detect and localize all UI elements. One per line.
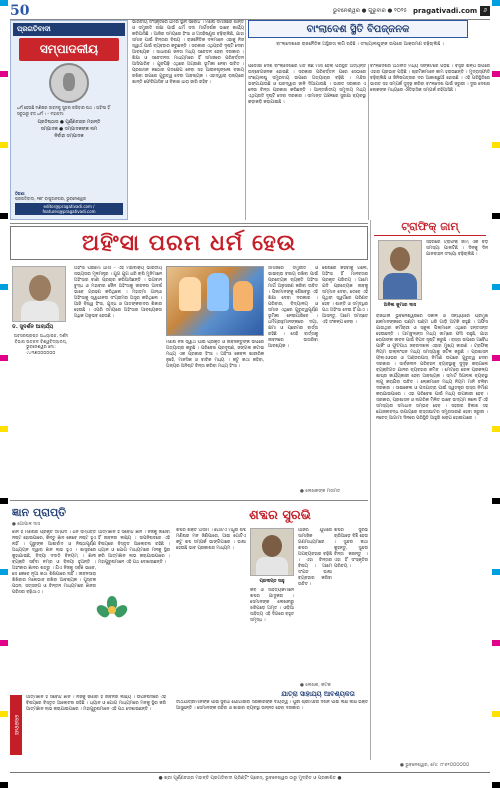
- registration-strip-left: [0, 0, 8, 788]
- main-article-byline: ● ଲେଖକଙ୍କ ମତାମତ: [300, 489, 341, 494]
- traffic-intro: ସହରରେ ଟ୍ରାଫିକ୍ ଜାମ୍ ଏକ ବଡ଼ ସମସ୍ୟା ପାଲଟିଛି । ଦିନକୁ ଦିନ ଯାନବାହନ ସଂଖ୍ୟା ବଢ଼ିଚାଲିଛି ।: [426, 240, 488, 257]
- anniversary-logo: 50: [10, 3, 30, 19]
- side-section-label: ଲୋକବାଣୀ: [10, 695, 22, 755]
- jnana-body: ଜ୍ଞାନ ହିଁ ମଣିଷର ପ୍ରକୃତ ସମ୍ପଦ । ଧନ ସମ୍ପତ୍ତି ନଷ୍ଟ ହୋଇପାରେ, କିନ୍ତୁ ଜ୍ଞାନ କେବେ ନଷ୍ଟ ହୁଏ ନାହିଁ । ଗୁରୁଙ୍କ ଆଶୀର୍ବାଦ ଓ ନିଷ୍ଠାପୂର୍ଣ୍ଣ ଅଧ୍ୟୟନ ଦ୍ୱାରା ଜ୍ଞାନ ଲାଭ ହୁଏ । ଶାସ୍ତ୍ରରେ କୁହାଯାଇଛି, ବିଦ୍ୟା ଦଦାତି ବିନୟମ୍ । ଜ୍ଞାନୀ ବ୍ୟକ୍ତି ସର୍ବଦା ନମ୍ର ଓ ବିନୟୀ ହୁଅନ୍ତି । ଅହଂକାର ଜ୍ଞାନର ଶତ୍ରୁ । ଯିଏ ନିଜକୁ ସର୍ବଜ୍ଞ ଭାବେ, ସେ କେବେ ନୂଆ କଥା ଶିଖିପାରେ ନାହିଁ । ଜୀବନସାରା ଶିଖିବାର ମନୋଭାବ ରଖିବା ଆବଶ୍ୟକ । ପୁସ୍ତକ ପଠନ, ସତ୍ସଙ୍ଗ ଓ ଚିନ୍ତନ ମାଧ୍ୟମରେ ଜ୍ଞାନର ପରିସର ବଢ଼ିଥାଏ ।: [12, 530, 96, 595]
- staff-founder: ପ୍ରତିଷ୍ଠାତା ● ପୂର୍ଣ୍ଣଚନ୍ଦ୍ର ମହାନ୍ତି: [37, 120, 101, 125]
- shabda-column-1: ଶବ୍ଦର ଶକ୍ତି ଅସୀମ । ଗୋଟିଏ ମଧୁର ଶବ୍ଦ ମଣିଷର ମନ ଜିଣିପାରେ, ଆଉ ଗୋଟିଏ କଟୁ ଶବ୍ଦ ସମ୍ପର୍କ ଭାଙ୍ଗିପାରେ । ଭାଷା ହେଉଛି ଭାବ ପ୍ରକାଶର ମାଧ୍ୟମ ।: [176, 528, 246, 551]
- author-name: ଡ. ସୁଦର୍ଶନ ଆଚାର୍ଯ୍ୟ: [12, 324, 54, 330]
- traffic-byline: ● ଭୁବନେଶ୍ୱର, ମୋ: ୯୮୬୧୦୦୦୦୦୦: [400, 763, 470, 768]
- bangladesh-column-1: ପଡୋଶୀ ଦେଶ ବାଂଲାଦେଶରେ ଗତ କିଛି ମାସ ହେଲା ପରିସ୍ଥିତି ଅତ୍ୟନ୍ତ ଉଦ୍‌ବେଗଜନକ ହୋଇଛି । ସରକାର ପରିବର୍ତ୍ତନ ପରେ ସେଠାରେ ସଂଖ୍ୟାଲଘୁ ସମ୍ପ୍ରଦାୟ ଉପରେ ଅତ୍ୟାଚାର ବଢ଼ିଛି । ମନ୍ଦିର ଭଙ୍ଗାଯାଉଛି ଓ ଘରଦ୍ୱାର ଜାଳି ଦିଆଯାଉଛି । ଭାରତ ସରକାର ଏ ନେଇ ଚିନ୍ତା ପ୍ରକାଶ କରିଛନ୍ତି । ଆନ୍ତର୍ଜାତୀୟ ସମୁଦାୟ ମଧ୍ୟ ଏଥିପ୍ରତି ଦୃଷ୍ଟି ଦେବା ଦରକାର । ସୀମାନ୍ତ ଅଞ୍ଚଳରେ ସୁରକ୍ଷା ବ୍ୟବସ୍ଥା କଡ଼ାକଡ଼ି କରାଯାଇଛି ।: [248, 64, 366, 105]
- editorial-footer: [11, 191, 127, 215]
- shabda-column-3: ଆଜିର ଯୁଗରେ ସାମାଜିକ ଗଣମାଧ୍ୟମରେ ଶବ୍ଦର ଅପବ୍ୟବହାର ବଢ଼ିଛି । ଏହା ଚିନ୍ତାର ବିଷୟ । ଆମେ ସଂଯତ ଭାଷା ବ୍ୟବହାର କରିବା ଉଚିତ ।: [298, 528, 332, 587]
- main-headline: ଅହିଂସା ପରମ ଧର୍ମ ହେଉ: [10, 226, 368, 260]
- staff-exec-editor: ନିର୍ବାହୀ ସମ୍ପାଦକ: [54, 134, 84, 139]
- website-link[interactable]: pragativadi.com: [412, 7, 478, 15]
- masthead: [10, 3, 490, 19]
- author-box: [12, 266, 70, 486]
- paper-brand: ପ୍ରଗତିବାଦୀ: [13, 23, 125, 36]
- section-rule: [10, 500, 368, 501]
- shabda-column-4: ଶବ୍ଦର ସୁରଭି ଚାରିଆଡ଼େ ବିଞ୍ଚି ହେଉ । ସୁନ୍ଦର କଥା କୁହନ୍ତୁ, ସୁନ୍ଦର ଚିନ୍ତା କରନ୍ତୁ । ଏହା ହିଁ ସଂସ୍କୃତିର ପରିଚୟ ।: [334, 528, 368, 569]
- email-contact[interactable]: editor@pragativadi.com / features@pragativadi.com: [15, 203, 123, 215]
- column-divider: [370, 220, 371, 760]
- traffic-headline: ଟ୍ରାଫିକ୍ ଜାମ୍: [374, 218, 486, 236]
- editorial-box: [10, 20, 128, 220]
- traffic-author-photo: [378, 240, 422, 300]
- shabda-author-photo: [250, 528, 294, 576]
- shabda-byline: ● ଲେଖକ, କଟକ: [300, 683, 331, 688]
- author-photo: [12, 266, 66, 322]
- main-article-column-4: ଶେଷରେ କହିବାକୁ ଗଲେ, ଅହିଂସା ହିଁ ମାନବତାର ପ୍ରକୃତ ପରିଚୟ । ଆମେ ଯଦି ପ୍ରତ୍ୟେକ ଜୀବକୁ ସମ୍ମାନ ଦେବା, ତେବେ ଏହି ପୃଥିବୀ ସ୍ୱର୍ଗରେ ପରିଣତ ହେବ । ଶାନ୍ତି ଓ ସମୃଦ୍ଧିର ପଥ ଅହିଂସା ଦେଇ ହିଁ ଯାଏ । ଆସନ୍ତୁ, ଆମେ ସମସ୍ତେ ଏହି ସଂକଳ୍ପ ନେବା ।: [322, 266, 368, 325]
- address-label: ଠିକଣା: [15, 191, 25, 196]
- main-article-column-2: ମଣିଷ ନିଜ ସ୍ୱାର୍ଥ ପାଇଁ ପ୍ରକୃତି ଓ ଜୀବଜନ୍ତୁଙ୍କ ଉପରେ ଅତ୍ୟାଚାର କରୁଛି । ପରିବେଶ ପ୍ରଦୂଷଣ, ଜଙ୍ଗଲ କଟାଇ ମଧ୍ୟ ଏକ ପ୍ରକାର ହିଂସା । ଅହିଂସା କେବଳ ଶାରୀରିକ ନୁହେଁ, ମାନସିକ ଓ ବାଚିକ ମଧ୍ୟ । କଟୁ କଥା କହିବା, ଅନ୍ୟର ଅନିଷ୍ଟ ଚିନ୍ତା କରିବା ମଧ୍ୟ ହିଂସା ।: [166, 340, 264, 369]
- staff-editor: ସମ୍ପାଦକ ● ସମ୍ପାଦକଙ୍କ ନାମ: [40, 127, 98, 132]
- bangladesh-headline: ବାଂଲାଦେଶ ସ୍ଥିତି ବିପଜ୍ଜନକ: [248, 20, 468, 38]
- address-text: ପ୍ରଗତିବାଦୀ, ୧୭୮ ବାପୁଜୀନଗର, ଭୁବନେଶ୍ୱର: [15, 196, 86, 201]
- jnana-column-2: ଆତ୍ମଜ୍ଞାନ ହିଁ ସର୍ବୋଚ୍ଚ ଜ୍ଞାନ । ନିଜକୁ ଜାଣିବା ହିଁ ଜୀବନର ଲକ୍ଷ୍ୟ । ଉପନିଷଦରେ ଏହି ବିଷୟରେ ବିସ୍ତୃତ ଆଲୋଚନା ରହିଛି । ଧ୍ୟାନ ଓ ଯୋଗ ମାଧ୍ୟମରେ ମନକୁ ସ୍ଥିର କରି ଆତ୍ମଜ୍ଞାନ ଲାଭ କରାଯାଇପାରେ । ମହାପୁରୁଷମାନେ ଏହି ପଥ ଦେଖାଇଛନ୍ତି ।: [98, 530, 170, 565]
- section-rule: [10, 223, 368, 224]
- yatra-headline: ଯାତ୍ରା ସାହାଯ୍ୟ ଆବଶ୍ୟକତା: [281, 690, 355, 698]
- page-number: ୬: [480, 6, 490, 16]
- column-divider: [245, 20, 246, 220]
- staff-list: [17, 119, 121, 140]
- column-divider: [368, 64, 369, 220]
- bangladesh-subhead: ବାଂଲାଦେଶରେ ରାଜନୈତିକ ଅସ୍ଥିରତା ଲାଗି ରହିଛି । ସଂଖ୍ୟାଲଘୁଙ୍କ ଉପରେ ଆକ୍ରମଣ ବଢ଼ିଚାଲିଛି ।: [276, 42, 444, 47]
- printer-line: ● ଶ୍ରୀ ପୂର୍ଣ୍ଣଚନ୍ଦ୍ର ମହାନ୍ତି ପ୍ରଗତିବାଦୀ ପ୍ରିଣ୍ଟିଂ ପ୍ରେସ୍, ଭୁବନେଶ୍ୱର ଠାରୁ ମୁଦ୍ରିତ ଓ ପ୍ରକାଶିତ ●: [10, 772, 490, 782]
- gandhi-portrait: [49, 63, 89, 103]
- yatra-body: ତୀର୍ଥଯାତ୍ରୀମାନଙ୍କ ପାଇଁ ସୁବିଧା ଯୋଗାଇବା ସରକାରଙ୍କ ଦାୟିତ୍ୱ । ପୁରୀ ଶ୍ରୀମନ୍ଦିର ଦର୍ଶନ ପାଇଁ ଲକ୍ଷ ଲକ୍ଷ ଭକ୍ତ ଆସୁଛନ୍ତି । ସେମାନଙ୍କ ରହିବା ଓ ଖାଇବା ବ୍ୟବସ୍ଥା ଉନ୍ନତ ହେବା ଦରକାର ।: [176, 700, 368, 711]
- shabda-headline: ଶବ୍ଦର ସୁରଭି: [249, 507, 311, 523]
- main-article-column-1: ଅହିଂସା ପରମୋ ଧର୍ମଃ – ଏହି ମହାବାକ୍ୟ ଭାରତୀୟ ସଭ୍ୟତାର ମୂଳମନ୍ତ୍ର । ଯୁଗ ଯୁଗ ଧରି ଋଷି ମୁନିମାନେ ଅହିଂସାର ବାଣୀ ପ୍ରଚାର କରିଆସିଛନ୍ତି । ଭଗବାନ ବୁଦ୍ଧ ଓ ମହାବୀର ଜୈନ ଅହିଂସାକୁ ଜୀବନର ଆଦର୍ଶ ଭାବେ ଗ୍ରହଣ କରିଥିଲେ । ମହାତ୍ମା ଗାନ୍ଧୀ ଅହିଂସାକୁ ସ୍ୱାଧୀନତା ସଂଗ୍ରାମର ଅସ୍ତ୍ର କରିଥିଲେ । ଆଜି ବିଶ୍ୱ ହିଂସା, ଯୁଦ୍ଧ ଓ ଆତଙ୍କବାଦର ଶିକାର ହେଉଛି । ଏପରି ସମୟରେ ଅହିଂସାର ଆବଶ୍ୟକତା ଅଧିକ ଅନୁଭବ ହେଉଛି ।: [74, 266, 162, 319]
- main-article-column-3: ସମାଜରେ ସମ୍ପ୍ରୀତି ଓ ଭାଇଚାରା ବଜାୟ ରଖିବା ପାଇଁ ପ୍ରତ୍ୟେକ ବ୍ୟକ୍ତି ଅହିଂସା ମାର୍ଗ ଅନୁସରଣ କରିବା ଉଚିତ । ପିଲାମାନଙ୍କୁ ଶୈଶବରୁ ଏହି ଶିକ୍ଷା ଦେବା ଦରକାର । ପରିବାର, ବିଦ୍ୟାଳୟ ଓ ସମାଜ ଏଥିରେ ଗୁରୁତ୍ୱପୂର୍ଣ୍ଣ ଭୂମିକା ନେଇପାରିବେ । ଧର୍ମଗ୍ରନ୍ଥମାନଙ୍କରେ ଦୟା, କ୍ଷମା ଓ ପ୍ରେମର ବାର୍ତ୍ତା ରହିଛି । ସେହି ବାର୍ତ୍ତାକୁ ଜୀବନରେ ଉତାରିବା ଆବଶ୍ୟକ ।: [268, 266, 318, 349]
- editorial-quote: ଧର୍ମ ହେଉଛି ମଣିଷର ଜୀବନକୁ ସୁନ୍ଦର କରିବାର ପଥ । ଅହିଂସା ହିଁ ସବୁଠାରୁ ବଡ ଧର୍ମ । – ମହାତ୍ମା: [17, 105, 110, 116]
- jnana-headline: ଜ୍ଞାନ ପ୍ରାପ୍ତି: [12, 506, 67, 519]
- author-bio: ଅବସରପ୍ରାପ୍ତ ଅଧ୍ୟାପକ, ଦର୍ଶନ ବିଭାଗ ଉତ୍କଳ ବିଶ୍ୱବିଦ୍ୟାଳୟ, ଭୁବନେଶ୍ୱର ମୋ: ୯୪୩୭୦୦୦୦୦୦: [13, 333, 69, 355]
- issue-date: ଭୁବନେଶ୍ୱର ● ଗୁରୁବାର ● ୨୦୨୫: [332, 7, 407, 14]
- shabda-author-name: ପ୍ରଦୀପ୍ତ ସାହୁ: [259, 579, 285, 584]
- lotus-icon: [98, 596, 126, 624]
- bangladesh-column-2: ବାଂଲାଦେଶର ଅର୍ଥନୀତି ମଧ୍ୟ ସଙ୍କଟରେ ପଡ଼ିଛି । ବସ୍ତ୍ର ଶିଳ୍ପ ଉପରେ ଏହାର ପ୍ରଭାବ ପଡ଼ିଛି । ଶ୍ରମିକମାନେ କାମ ହରାଉଛନ୍ତି । ମୁଦ୍ରାସ୍ଫୀତି ବଢ଼ିଚାଲିଛି ଓ ଜିନିଷପତ୍ରର ଦର ଆକାଶଛୁଆଁ ହୋଇଛି । ଏହି ପରିସ୍ଥିତିରେ ଭାରତ ସହ ସମ୍ପର୍କ ସୁଦୃଢ଼ କରିବା ବାଂଲାଦେଶ ପାଇଁ ଜରୁରୀ । ଦୁଇ ଦେଶର ଲୋକଙ୍କ ମଧ୍ୟରେ ଐତିହାସିକ ସମ୍ପର୍କ ରହିଆସିଛି ।: [370, 64, 490, 93]
- editorial-title: ସମ୍ପାଦକୀୟ: [19, 38, 119, 61]
- shabda-column-2: କବି ଓ ସାହିତ୍ୟିକମାନେ ଶବ୍ଦର ଯାଦୁକର । ସେମାନଙ୍କ ଲେଖନୀରୁ ଝରିପଡ଼େ ଅମୃତ । ଓଡ଼ିଆ ସାହିତ୍ୟ ଏହି ଦିଗରେ ବହୁତ ସମୃଦ୍ଧ ।: [250, 588, 294, 623]
- registration-strip-right: [492, 0, 500, 788]
- hands-illustration: [166, 266, 264, 336]
- jnana-byline: ● ଗୋପାଳ ଦାସ: [12, 522, 41, 527]
- jnana-continued: ଆତ୍ମଜ୍ଞାନ ହିଁ ସର୍ବୋଚ୍ଚ ଜ୍ଞାନ । ନିଜକୁ ଜାଣିବା ହିଁ ଜୀବନର ଲକ୍ଷ୍ୟ । ଉପନିଷଦରେ ଏହି ବିଷୟରେ ବିସ୍ତୃତ ଆଲୋଚନା ରହିଛି । ଧ୍ୟାନ ଓ ଯୋଗ ମାଧ୍ୟମରେ ମନକୁ ସ୍ଥିର କରି ଆତ୍ମଜ୍ଞାନ ଲାଭ କରାଯାଇପାରେ । ମହାପୁରୁଷମାନେ ଏହି ପଥ ଦେଖାଇଛନ୍ତି ।: [26, 695, 166, 712]
- traffic-author-name: ଅନିଲ କୁମାର ଦାସ: [383, 303, 417, 308]
- editorial-column: ଭାରତୀୟ ସଂସ୍କୃତିରେ ଧର୍ମର ସ୍ଥାନ ସର୍ବୋଚ୍ଚ । ମଣିଷ ସମାଜରେ ଶାନ୍ତି ଓ ସମ୍ପ୍ରୀତି ରକ୍ଷା ପାଇଁ ଧର୍ମ ସଦା ମାର୍ଗଦର୍ଶକ ଭାବେ କାର୍ଯ୍ୟ କରିଆସିଛି । ଆଜିର ସମୟରେ ହିଂସା ଓ ଅସହିଷ୍ଣୁତା ବଢ଼ିଚାଲିଛି, ଯାହା ସମାଜ ପାଇଁ ଚିନ୍ତାର ବିଷୟ । ରାଜନୈତିକ ଦଳମାନେ ଏହାକୁ ନିଜ ସ୍ୱାର୍ଥ ପାଇଁ ବ୍ୟବହାର କରୁଛନ୍ତି । ସରକାର ଏଥିପ୍ରତି ଦୃଷ୍ଟି ଦେବା ଆବଶ୍ୟକ । ସାଧାରଣ ଜନତା ମଧ୍ୟ ସଚେତନ ହେବା ଦରକାର । ଶିକ୍ଷା ଓ ସଚେତନତା ମାଧ୍ୟମରେ ହିଁ ସମାଜରେ ପରିବର୍ତ୍ତନ ଆସିପାରିବ । ଯୁବପିଢ଼ି ଏଥିରେ ଅଗ୍ରଣୀ ଭୂମିକା ନେବା ଉଚିତ । ପ୍ରଶାସନ କଠୋର ପଦକ୍ଷେପ ନେବା ସହ ଆଇନଶୃଙ୍ଖଳା ବଜାୟ ରଖିବା ଉପରେ ଗୁରୁତ୍ୱ ଦେବା ଆବଶ୍ୟକ । ଏହାଦ୍ୱାରା ରାଜ୍ୟରେ ଶାନ୍ତି ଫେରିଆସିବ ଓ ବିକାଶ ଧାରା ଜାରି ରହିବ ।: [132, 20, 244, 85]
- traffic-body: ରାଜଧାନୀ ଭୁବନେଶ୍ୱରରେ ସକାଳ ଓ ସନ୍ଧ୍ୟାରେ ପ୍ରମୁଖ ଛକମାନଙ୍କରେ ଘଣ୍ଟା ଘଣ୍ଟା ଧରି ଗାଡ଼ି ଅଟକି ରହୁଛି । ଅଫିସ ଯାଉଥିବା କର୍ମଚାରୀ ଓ ସ୍କୁଲ ପିଲାମାନେ ଏଥିରେ ହନ୍ତସନ୍ତ ହେଉଛନ୍ତି । ଆମ୍ବୁଲାନ୍ସ ମଧ୍ୟ ଜାମ୍‌ରେ ଫସି ରହୁଛି, ଯାହା ରୋଗୀଙ୍କ ଜୀବନ ପାଇଁ ବିପଦ ସୃଷ୍ଟି କରୁଛି । ରାସ୍ତା ଉପରେ ଅବୈଧ ପାର୍କିଂ ଓ ଫୁଟପାଥ ଜବରଦଖଲ ଏହାର ମୁଖ୍ୟ କାରଣ । ଟ୍ରାଫିକ୍ ନିୟମ ଉଲ୍ଲଂଘନ ମଧ୍ୟ ସମସ୍ୟାକୁ ଜଟିଳ କରୁଛି । ପ୍ରଶାସନ ଫ୍ଲାଏଓଭର ଓ ଅଣ୍ଡରପାସ୍ ନିର୍ମାଣ ଉପରେ ଗୁରୁତ୍ୱ ଦେବା ଦରକାର । ସାର୍ବଜନୀନ ପରିବହନ ବ୍ୟବସ୍ଥାକୁ ସୁଦୃଢ଼ କରାଗଲେ ବ୍ୟକ୍ତିଗତ ଯାନର ବ୍ୟବହାର କମିବ । ମେଟ୍ରୋ ରେଳ ପ୍ରକଳ୍ପ ଶୀଘ୍ର କାର୍ଯ୍ୟକାରୀ ହେବା ଆବଶ୍ୟକ । ସ୍ମାର୍ଟ ସିଗନାଲ ବ୍ୟବସ୍ଥା ଲାଗୁ କରାଯିବା ଉଚିତ । ଲୋକମାନେ ମଧ୍ୟ ନିୟମ ମାନି ଚଳିବା ଦରକାର । ସାଇକେଲ ଓ ପଦଯାତ୍ରା ପାଇଁ ସ୍ୱତନ୍ତ୍ର ରାସ୍ତା ନିର୍ମାଣ କରାଯାଇପାରେ । ଏହା ପରିବେଶ ପାଇଁ ମଧ୍ୟ ଉପକାରୀ ହେବ । ସରକାର, ପ୍ରଶାସନ ଓ ନାଗରିକ ମିଳିତ ଭାବେ ଉଦ୍ୟମ କଲେ ହିଁ ଏହି ସମସ୍ୟାର ସମାଧାନ ସମ୍ଭବ ହେବ । ସହରର ବିକାଶ ସହ ଯୋଜନାବଦ୍ଧ ଉପାୟରେ ରାସ୍ତାଘାଟର ସମ୍ପ୍ରସାରଣ ହେବା ଜରୁରୀ । ନଚେତ୍ ଆଗାମୀ ଦିନରେ ପରିସ୍ଥିତି ଆହୁରି ଖରାପ ହୋଇପାରେ ।: [376, 314, 488, 421]
